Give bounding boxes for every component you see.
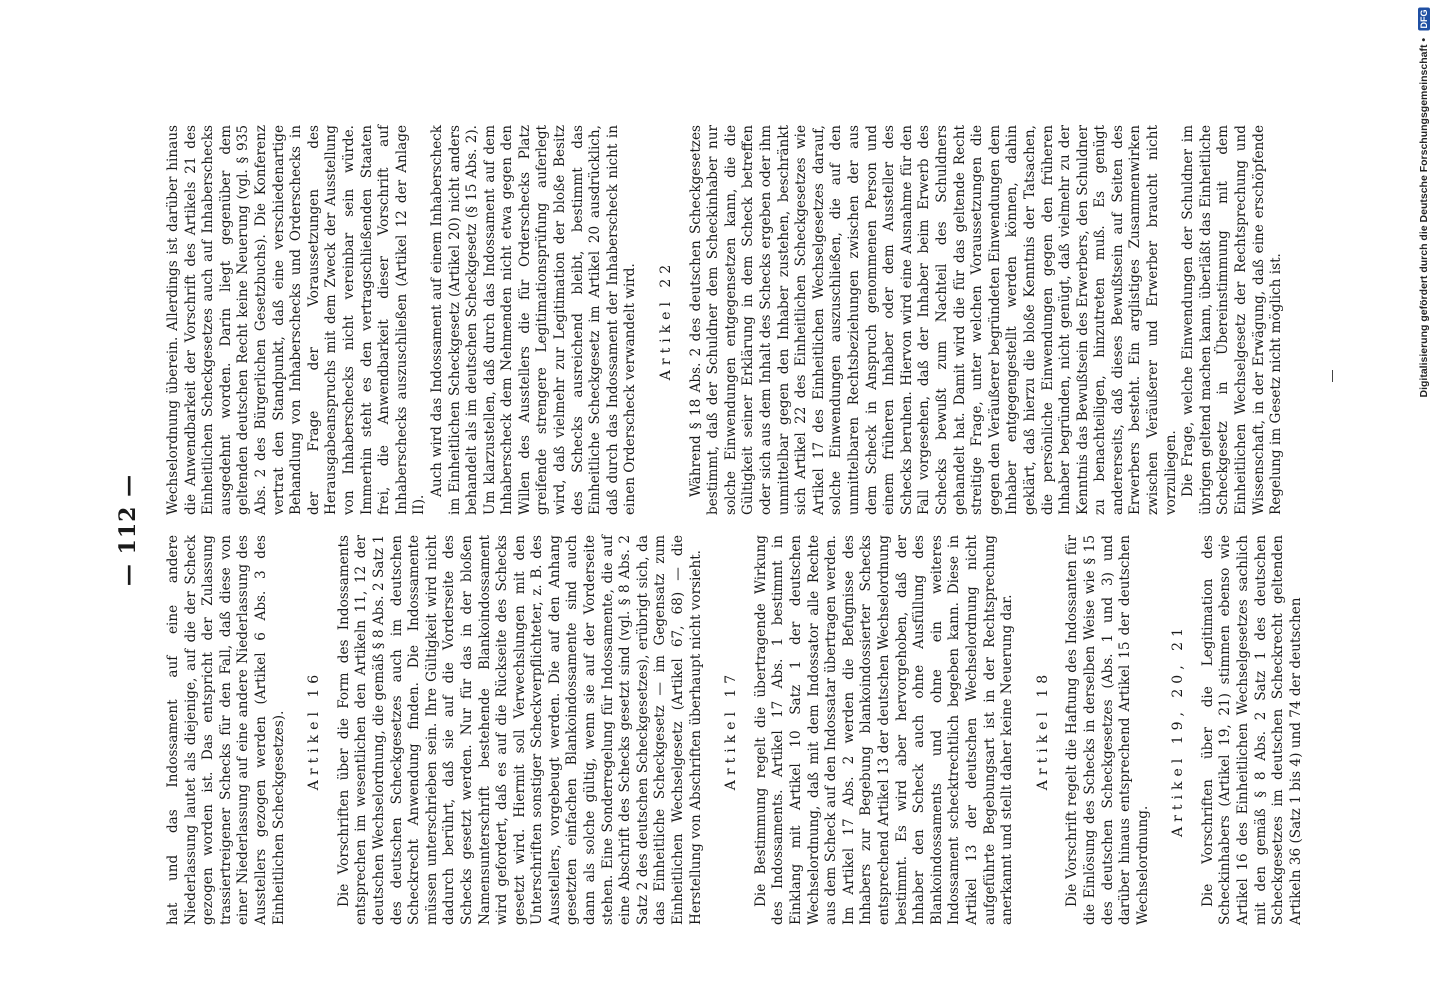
right-column (165, 125, 1286, 515)
body-paragraph: Die Bestimmung regelt die übertragende Wirkung des Indossaments. Artikel 17 Abs. 1 bestimmt in Einklang mit Artikel 10 Satz 1 der deutschen Wechselordnung, daß mit dem Indossator alle Rechte aus dem Scheck auf den Indossatar übertragen werden. Im Artikel 17 Abs. 2 werden die Befugnisse des Inhabers zur Begebung blankoindossierter Schecks entsprechend Artikel 13 der deutschen Wechselordnung bestimmt. Es wird aber hervorgehoben, daß der Inhaber den Scheck auch ohne Ausfüllung des Blankoindossaments und ohne ein weiteres Indossament schecktrechtlich begeben kann. Diese in Artikel 13 der deutschen Wechselordnung nicht aufgeführte Begebungsart ist in der Rechtsprechung anerkannt und stellt daher keine Neuerung dar. (752, 535, 1016, 925)
body-paragraph: Auch wird das Indossament auf einem Inhaberscheck im Einheitlichen Scheckgesetz (Artikel 20) nicht anders behandelt als im deutschen Scheckgesetz (§ 15 Abs. 2). Um klarzustellen, daß durch das Indossament auf dem Inhaberscheck dem Nehmenden nicht etwa gegen den Willen des Ausstellers die für Orderschecks Platz greifende strengere Legitimationsprüfung auferlegt wird, daß vielmehr zur Legitimation der bloße Besitz des Schecks ausreichend bleibt, bestimmt das Einheitliche Scheckgesetz im Artikel 20 ausdrücklich, daß durch das Indossament der Inhaberscheck nicht in einen Orderscheck verwandelt wird. (428, 125, 639, 515)
left-column (165, 535, 1305, 925)
section-heading: Artikel 18 (1034, 669, 1051, 791)
digitization-note (1418, 8, 1430, 398)
body-paragraph: Die Vorschriften über die Legitimation des Scheckinhabers (Artikel 19, 21) stimmen ebenso wie Artikel 16 des Einheitlichen Wechselgesetzes sachlich mit den gemäß § 8 Abs. 2 Satz 1 des deutschen Scheckgesetzes im deutschen Scheckrecht geltenden Artikeln 36 (Satz 1 bis 4) und 74 der deutschen (1199, 535, 1304, 925)
body-paragraph: Die Vorschrift regelt die Haftung des Indossanten für die Einlösung des Schecks in derselben Weise wie § 15 des deutschen Scheckgesetzes (Abs. 1 und 3) und darüber hinaus entsprechend Artikel 15 der deutschen Wechselordnung. (1064, 535, 1151, 925)
body-paragraph: Wechselordnung überein. Allerdings ist darüber hinaus die Anwendbarkeit der Vorschrift des Artikels 21 des Einheitlichen Scheckgesetzes auch auf Inhaberschecks ausgedehnt worden. Darin liegt gegenüber dem geltenden deutschen Recht keine Neuerung (vgl. § 935 Abs. 2 des Bürgerlichen Gesetzbuchs). Die Konferenz vertrat den Standpunkt, daß eine verschiedenartige Behandlung von Inhaberschecks und Orderschecks in der Frage der Voraussetzungen des Herausgabeanspruchs mit dem Zweck der Ausstellung von Inhaberschecks nicht vereinbar sein würde. Immerhin steht es den vertragschließenden Staaten frei, die Anwendbarkeit dieser Vorschrift auf Inhaberschecks auszuschließen (Artikel 12 der Anlage II). (165, 125, 428, 515)
body-paragraph: Die Frage, welche Einwendungen der Schuldner im übrigen geltend machen kann, überläßt das Einheitliche Scheckgesetz in Übereinstimmung mit dem Einheitlichen Wechselgesetz der Rechtsprechung und Wissenschaft, in der Erwägung, daß eine erschöpfende Regelung im Gesetz nicht möglich ist. (1180, 125, 1285, 515)
section-heading: Artikel 19, 20, 21 (1170, 623, 1187, 837)
dfg-logo: DFG (1419, 10, 1429, 29)
scanned-page (95, 105, 1315, 955)
page-number: — 112 — (115, 473, 141, 587)
section-heading: Artikel 16 (306, 669, 323, 791)
section-heading: Artikel 17 (723, 669, 740, 791)
body-paragraph: hat und das Indossament auf eine andere Niederlassung lautet als diejenige, auf die der Scheck gezogen worden ist. Das entspricht der Zulassung trassiertreigener Schecks für den Fall, daß diese von einer Niederlassung auf eine andere Niederlassung des Ausstellers gezogen werden (Artikel 6 Abs. 3 des Einheitlichen Scheckgesetzes). (165, 535, 287, 925)
body-paragraph: Die Vorschriften über die Form des Indossaments entsprechen im wesentlichen den Artikeln 11, 12 der deutschen Wechselordnung, die gemäß § 8 Abs. 2 Satz 1 des deutschen Scheckgesetzes auch im deutschen Scheckrecht Anwendung finden. Die Indossamente müssen unterschrieben sein. Ihre Gültigkeit wird nicht dadurch berührt, daß sie auf die Vorderseite des Schecks gesetzt werden. Nur für das in der bloßen Namensunterschrift bestehende Blankoindossament wird gefordert, daß es auf die Rückseite des Schecks gesetzt wird. Hiermit soll Verwechslungen mit den Unterschriften sonstiger Scheckverpflichteter, z. B. des Ausstellers, vorgebeugt werden. Die auf den Anhang gesetzten einfachen Blankoindossamente sind auch dann als solche gültig, wenn sie auf der Vorderseite stehen. Eine Sonderregelung für Indossamente, die auf eine Abschrift des Schecks gesetzt sind (vgl. § 8 Abs. 2 Satz 2 des deutschen Scheckgesetzes), erübrigt sich, da das Einheitliche Scheckgesetz — im Gegensatz zum Einheitlichen Wechselgesetz (Artikel 67, 68) — die Herstellung von Abschriften überhaupt nicht vorsieht. (335, 535, 704, 925)
digitization-note-text: Digitalisierung gefördert durch die Deutsche Forschungsgemeinschaft • (1418, 37, 1430, 398)
scan-mark (1332, 370, 1333, 382)
body-paragraph: Während § 18 Abs. 2 des deutschen Scheckgesetzes bestimmt, daß der Schuldner dem Scheckinhaber nur solche Einwendungen entgegensetzen kann, die die Gültigkeit seiner Erklärung in dem Scheck betreffen oder sich aus dem Inhalt des Schecks ergeben oder ihm unmittelbar gegen den Inhaber zustehen, beschränkt sich Artikel 22 des Einheitlichen Scheckgesetzes wie Artikel 17 des Einheitlichen Wechselgesetzes darauf, solche Einwendungen auszuschließen, die auf den unmittelbaren Rechtsbeziehungen zwischen der aus dem Scheck in Anspruch genommenen Person und einem früheren Inhaber oder dem Aussteller des Schecks beruhen. Hiervon wird eine Ausnahme für den Fall vorgesehen, daß der Inhaber beim Erwerb des Schecks bewußt zum Nachteil des Schuldners gehandelt hat. Damit wird die für das geltende Recht streitige Frage, unter welchen Voraussetzungen die gegen den Veräußerer begründeten Einwendungen dem Inhaber entgegengestellt werden können, dahin geklärt, daß hierzu die bloße Kenntnis der Tatsachen, die persönliche Einwendungen gegen den früheren Inhaber begründen, nicht genügt, daß vielmehr zu der Kenntnis das Bewußtsein des Erwerbers, den Schuldner zu benachteiligen, hinzutreten muß. Es genügt andererseits, daß dieses Bewußtsein auf Seiten des Erwerbers besteht. Ein arglistiges Zusammenwirken zwischen Veräußerer und Erwerber braucht nicht vorzuliegen. (687, 125, 1179, 515)
section-heading: Artikel 22 (658, 259, 675, 381)
